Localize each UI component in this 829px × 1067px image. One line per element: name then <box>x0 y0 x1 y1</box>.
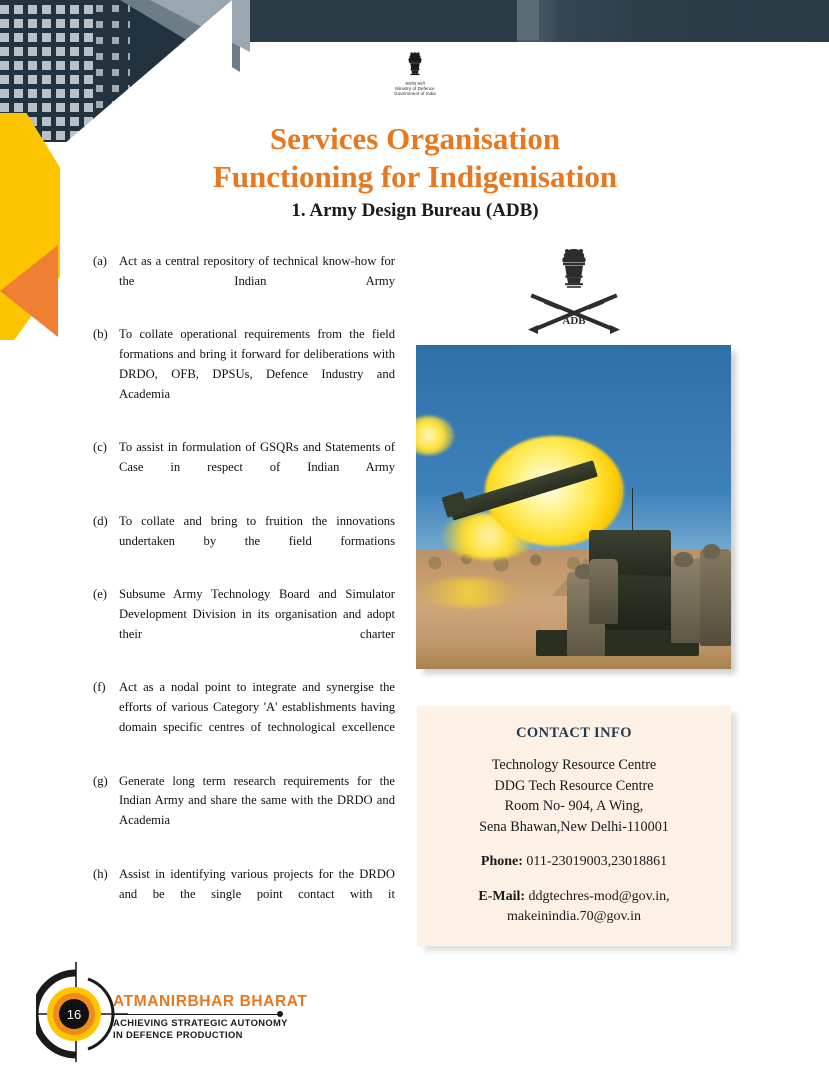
photo-soldier-helmet <box>703 544 720 558</box>
list-item-text: Assist in identifying various projects for the DRDO and be the single point contact with it <box>119 866 395 901</box>
ministry-of-defence-emblem <box>392 50 438 97</box>
contact-address-line-3: Room No- 904, A Wing, <box>504 798 644 814</box>
list-item-marker: (a) <box>93 254 107 268</box>
list-item <box>93 512 395 571</box>
contact-email-label: E-Mail: <box>478 889 526 904</box>
emblem-ministry-line: Ministry of Defence <box>395 86 435 91</box>
contact-phone-row <box>417 852 731 872</box>
contact-address-line-1: Technology Resource Centre <box>491 757 657 773</box>
list-item-text: Act as a nodal point to integrate and synergise the efforts of various Category 'A' establishments having domain specific centres of technological excellence <box>119 680 395 734</box>
photo-soldier-helmet <box>674 552 693 567</box>
page-subtitle: 1. Army Design Bureau (ADB) <box>291 200 539 221</box>
top-band-accent-decoration <box>517 0 539 40</box>
contact-info-box <box>417 706 731 946</box>
list-item-marker: (b) <box>93 327 108 342</box>
list-item-text: To collate operational requirements from the field formations and bring it forward for deliberations with DRDO, OFB, DPSUs, Defence Industry and Academia <box>119 327 395 401</box>
contact-email-row <box>417 887 731 927</box>
ashoka-lion-capital-icon <box>404 50 426 80</box>
contact-address-line-2: DDG Tech Resource Centre <box>494 777 654 794</box>
page-title-line-2: Functioning for Indigenisation <box>212 159 618 194</box>
artillery-howitzer-firing-photo <box>416 345 731 669</box>
list-item-text: To collate and bring to fruition the innovations undertaken by the field formations <box>119 513 395 548</box>
list-item <box>93 252 395 311</box>
contact-phone-label: Phone: <box>480 854 523 869</box>
list-item-marker: (c) <box>93 440 107 455</box>
crossed-swords-icon <box>528 294 620 335</box>
contact-email-value-1[interactable]: ddgtechres-mod@gov.in, <box>528 889 670 904</box>
contact-info-heading: CONTACT INFO <box>516 725 632 741</box>
photo-soldier <box>700 549 732 646</box>
adb-emblem-label: ADB <box>562 315 586 327</box>
list-item <box>93 772 395 851</box>
list-item-text: Subsume Army Technology Board and Simulator Development Division in its organisation and adopt their charter <box>119 587 395 641</box>
list-item-marker: (e) <box>93 587 107 602</box>
emblem-hindi-motto: सत्यमेव जयते <box>405 81 425 86</box>
footer-tagline-line-2: IN DEFENCE PRODUCTION <box>113 1029 243 1041</box>
points-list <box>93 252 395 938</box>
footer-branding <box>113 993 373 1042</box>
top-band-right-decoration <box>517 0 829 42</box>
contact-email-value-2[interactable]: makeinindia.70@gov.in <box>506 909 642 924</box>
ashoka-lion-capital-icon <box>562 249 585 288</box>
list-item-text: To assist in formulation of GSQRs and Statements of Case in respect of Indian Army <box>119 440 395 475</box>
photo-soldier <box>589 559 617 624</box>
list-item-marker: (d) <box>93 513 108 528</box>
list-item-marker: (g) <box>93 773 108 788</box>
contact-address-line-4: Sena Bhawan,New Delhi-110001 <box>479 818 669 835</box>
contact-address <box>417 755 731 837</box>
orange-triangle-decoration <box>0 245 58 337</box>
emblem-government-line: Government of India <box>394 91 436 97</box>
list-item-marker: (f) <box>93 680 106 695</box>
page-title-line-1: Services Organisation <box>269 121 561 156</box>
list-item-marker: (h) <box>93 866 108 881</box>
list-item <box>93 865 395 924</box>
list-item <box>93 585 395 664</box>
list-item <box>93 678 395 757</box>
footer-brand-title: ATMANIRBHAR BHARAT <box>113 993 308 1010</box>
page-number: 16 <box>66 1007 82 1022</box>
contact-phone-value[interactable]: 011-23019003,23018861 <box>526 854 668 869</box>
footer-tagline-line-1: ACHIEVING STRATEGIC AUTONOMY <box>113 1017 288 1028</box>
list-item <box>93 325 395 424</box>
contact-email-line-1 <box>417 887 731 907</box>
footer-tagline <box>113 1017 373 1042</box>
list-item-text: Generate long term research requirements for the Indian Army and share the same with the DRDO and Academia <box>119 773 395 828</box>
list-item <box>93 438 395 497</box>
page-title <box>110 120 720 196</box>
list-item-text: Act as a central repository of technical know-how for the Indian Army <box>119 254 395 288</box>
army-design-bureau-emblem <box>524 243 624 338</box>
